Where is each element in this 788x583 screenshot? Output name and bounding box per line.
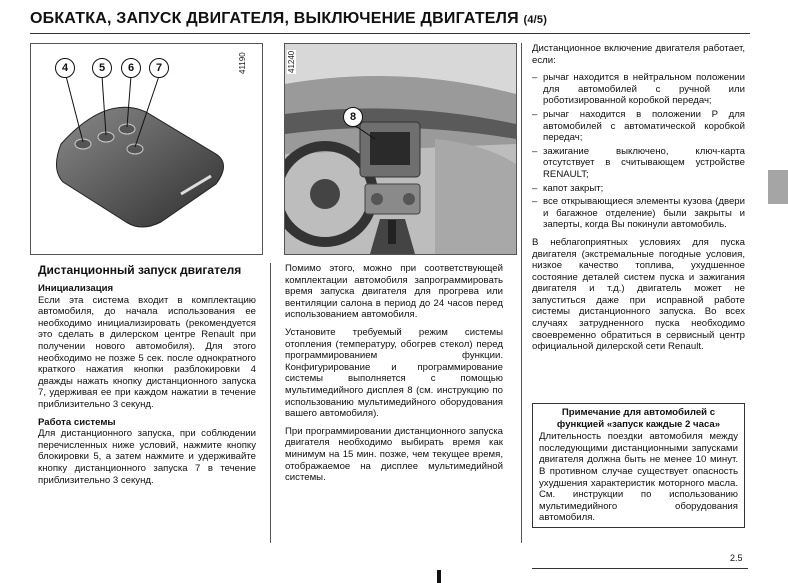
column-divider-2 — [521, 43, 522, 543]
crop-mark — [437, 570, 441, 583]
page-title — [30, 10, 590, 28]
callout-6: 6 — [121, 58, 141, 78]
page-title-text: ОБКАТКА, ЗАПУСК ДВИГАТЕЛЯ, ВЫКЛЮЧЕНИЕ ДВИГАТЕЛЯ — [30, 10, 519, 27]
start-time-text: При программировании дистанционного запуска двигателя необходимо выбирать время как минимум на 15 мин. позже, чем текущее время, отображаемое на дисплее мультимедийной системы. — [285, 425, 503, 484]
conditions-list — [532, 72, 745, 231]
figure-id-41190: 41190 — [238, 52, 247, 74]
column-3 — [532, 43, 745, 359]
initialization-text: Если эта система входит в комплектацию автомобиля, до начала использования ее необходимо инициализировать (рекомендуется это сделать в дилерском центре Renault при получении нового автомобиля). Для этого необходимо не позже 5 сек. после однократного краткого нажатия кнопки разблокировки 4 дважды нажать кнопку дистанционного запуска 7, удерживая ее при каждом нажатии в течение приблизительно 3 секунд. — [38, 294, 256, 410]
page-number: 2.5 — [730, 553, 743, 563]
operation-text: Для дистанционного запуска, при соблюдении перечисленных ниже условий, нажмите кнопку блокировки 5, а затем нажмите и удерживайте кнопку дистанционного запуска 7 в течение приблизительно 3 секунд. — [38, 428, 256, 486]
key-card-figure — [30, 43, 263, 255]
list-item: – зажигание выключено, ключ-карта отсутствует в считывающем устройстве RENAULT; — [532, 146, 745, 181]
list-item: – рычаг находится в нейтральном положении для автомобилей с ручной или роботизированной коробкой передач; — [532, 72, 745, 107]
note-box — [532, 403, 745, 528]
subheading-operation: Работа системы — [38, 416, 116, 428]
note-title: Примечание для автомобилей с функцией «запуск каждые 2 часа» — [556, 407, 721, 430]
column-1 — [38, 263, 256, 492]
list-item: – рычаг находится в положении P для автомобилей с автоматической коробкой передач; — [532, 109, 745, 144]
callout-8: 8 — [343, 107, 363, 127]
programming-text: Помимо этого, можно при соответствующей комплектации автомобиля запрограммировать время запуска двигателя для прогрева или вентиляции салона в период до 24 часов перед использованием автомобиля. — [285, 263, 503, 321]
chapter-tab — [768, 170, 788, 204]
list-item: – капот закрыт; — [532, 183, 745, 195]
column-divider-1 — [270, 263, 271, 543]
section-heading-remote-start: Дистанционный запуск двигателя — [38, 263, 242, 277]
callout-4: 4 — [55, 58, 75, 78]
footer-divider — [532, 568, 748, 569]
heating-setup-text: Установите требуемый режим системы отопления (температуру, обогрев стекол) перед программированием функции. Конфигурирование и программирование системы выполняется с помощью мультимедийного дисплея 8 (см. инструкцию по использованию мультимедийного оборудования вашего автомобиля). — [285, 326, 503, 420]
subheading-initialization: Инициализация — [38, 283, 114, 294]
unfavorable-conditions-text: В неблагоприятных условиях для пуска двигателя (экстремальные погодные условия, низкое качество топлива, ухудшенное состояние деталей систем пуска и зажигания двигателя и т.д.) двигатель может не запуститься даже при исправной работе системы дистанционного запуска. Во всех случаях затрудненного пуска необходимо своевременно обратиться в сервисный центр официальной дилерской сети Renault. — [532, 236, 745, 353]
column-2 — [285, 263, 503, 490]
title-divider — [30, 33, 750, 34]
dashboard-figure — [284, 43, 517, 255]
figure-id-41240: 41240 — [287, 50, 296, 73]
callout-7: 7 — [149, 58, 169, 78]
note-text: Длительность поездки автомобиля между последующими дистанционными запусками двигателя должна быть не менее 10 минут. В противном случае существует опасность ухудшения характеристик моторного масла. См. инструкции по использованию мультимедийного оборудования автомобиля. — [539, 431, 738, 524]
conditions-intro: Дистанционное включение двигателя работает, если: — [532, 43, 745, 66]
list-item: – все открывающиеся элементы кузова (двери и багажное отделение) были закрыты и заперты, когда Вы покинули автомобиль. — [532, 196, 745, 231]
dashboard-illustration — [285, 44, 516, 254]
callout-5: 5 — [92, 58, 112, 78]
page-title-part: (4/5) — [523, 14, 548, 26]
